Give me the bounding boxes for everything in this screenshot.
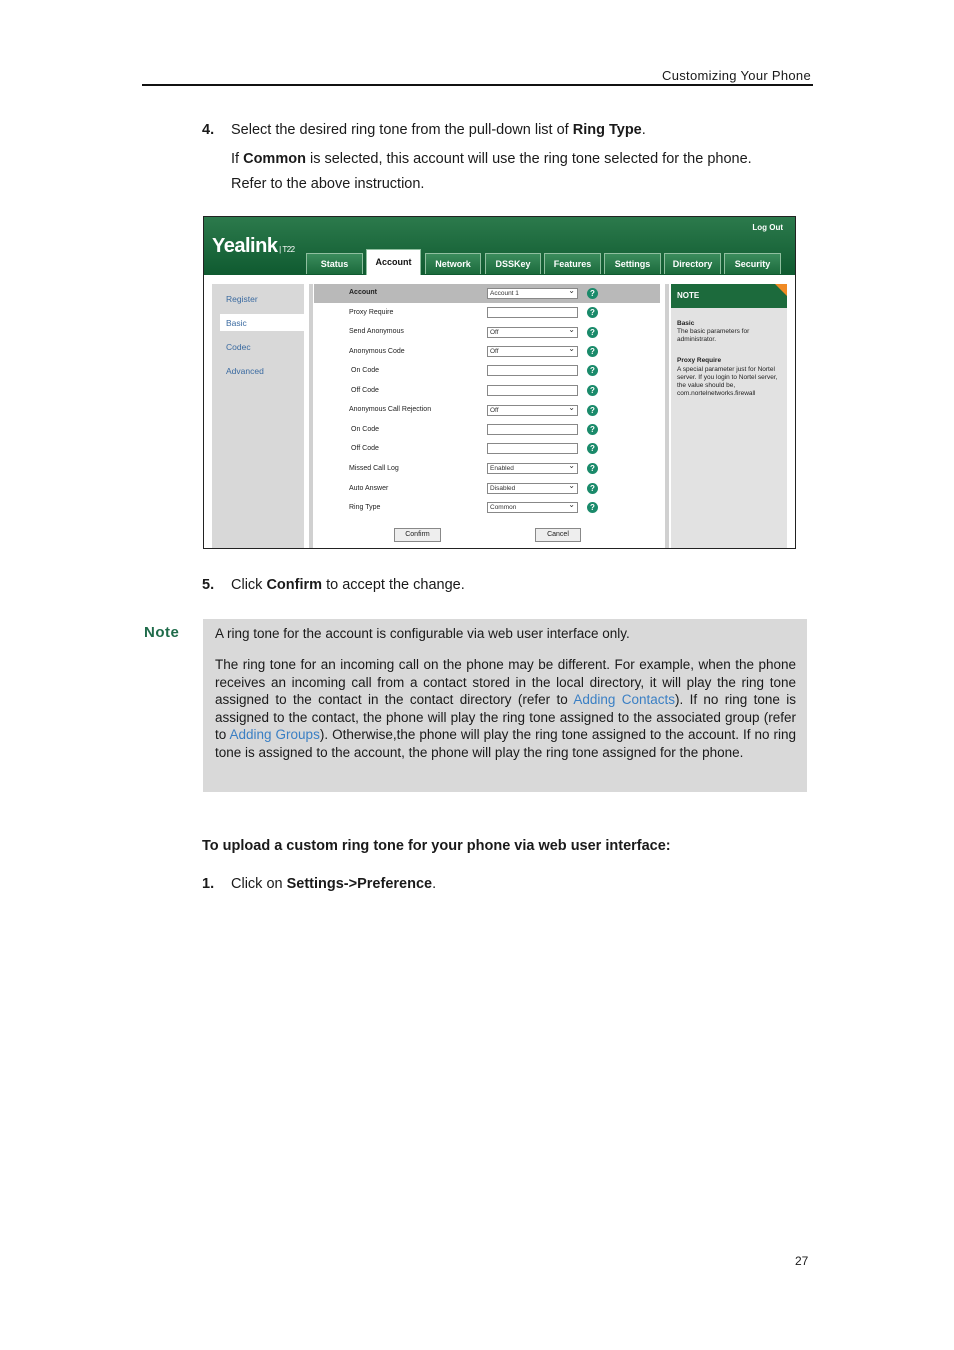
step-5-number xyxy=(202,576,214,594)
rejection-on-code-input[interactable] xyxy=(487,424,578,435)
step-4-text xyxy=(231,121,646,139)
help-icon[interactable]: ? xyxy=(587,424,598,435)
help-icon[interactable]: ? xyxy=(587,346,598,357)
tab-directory[interactable]: Directory xyxy=(664,253,721,274)
step-number: 5. xyxy=(202,577,215,593)
confirm-term: Confirm xyxy=(266,577,323,593)
section-heading: To upload a custom ring tone for your phone via web user interface: xyxy=(202,838,671,854)
step-number: 1. xyxy=(202,876,215,892)
field-label: Off Code xyxy=(351,445,379,452)
note-basic-text: The basic parameters for administrator. xyxy=(677,328,750,343)
field-label: Auto Answer xyxy=(349,485,389,492)
field-label: Anonymous Code xyxy=(349,348,405,355)
settings-preference-term: Settings->Preference xyxy=(286,876,433,892)
sidebar-item-register[interactable]: Register xyxy=(226,294,258,304)
help-icon[interactable]: ? xyxy=(587,327,598,338)
field-label: Proxy Require xyxy=(349,309,394,316)
help-icon[interactable]: ? xyxy=(587,443,598,454)
step-text-end: . xyxy=(432,876,437,892)
step-4 xyxy=(202,121,214,139)
help-icon[interactable]: ? xyxy=(587,307,598,318)
step-4-line2 xyxy=(231,150,752,168)
page-number: 27 xyxy=(795,1254,809,1268)
tab-account[interactable]: Account xyxy=(366,249,421,275)
step-text-end: is selected, this account will use the ring tone selected for the phone. xyxy=(305,151,752,167)
ring-type-select[interactable]: Common ⌄ xyxy=(487,502,578,513)
off-code-input[interactable] xyxy=(487,385,578,396)
note-header: NOTE xyxy=(671,284,787,308)
field-label: Anonymous Call Rejection xyxy=(349,406,432,413)
field-label: Off Code xyxy=(351,387,379,394)
confirm-button[interactable]: Confirm xyxy=(394,528,441,542)
logout-link[interactable]: Log Out xyxy=(752,223,783,232)
help-icon[interactable]: ? xyxy=(587,385,598,396)
note-text: ). Otherwise,the phone will play the ring tone assigned to the account. If no ring tone is assigned to the account, the phone will play the ring tone assigned for the phone. xyxy=(215,727,797,760)
adding-contacts-link[interactable]: Adding Contacts xyxy=(573,692,675,707)
field-label: Send Anonymous xyxy=(349,328,404,335)
note-paragraph-1: A ring tone for the account is configurable via web user interface only. xyxy=(215,626,630,641)
step-text: Click on xyxy=(231,876,287,892)
anonymous-code-select[interactable]: Off ⌄ xyxy=(487,346,578,357)
upload-step-number xyxy=(202,875,214,893)
account-label: Account xyxy=(349,289,377,296)
tab-status[interactable]: Status xyxy=(306,253,363,274)
step-text: Click xyxy=(231,577,267,593)
account-select[interactable]: Account 1 ⌄ xyxy=(487,288,578,299)
note-paragraph-2 xyxy=(215,656,796,761)
help-icon[interactable]: ? xyxy=(587,502,598,513)
on-code-input[interactable] xyxy=(487,365,578,376)
field-label: On Code xyxy=(351,367,380,374)
help-icon[interactable]: ? xyxy=(587,463,598,474)
help-icon[interactable]: ? xyxy=(587,483,598,494)
note-corner-fold xyxy=(775,284,787,296)
send-anonymous-select[interactable]: Off ⌄ xyxy=(487,327,578,338)
field-label: Ring Type xyxy=(349,504,381,511)
ring-type-term: Ring Type xyxy=(572,122,642,138)
field-label: Missed Call Log xyxy=(349,465,399,472)
web-ui-screenshot xyxy=(203,216,796,549)
step-text-end: to accept the change. xyxy=(322,577,465,593)
help-icon[interactable]: ? xyxy=(587,405,598,416)
running-header: Customizing Your Phone xyxy=(662,68,811,83)
proxy-require-input[interactable] xyxy=(487,307,578,318)
yealink-logo: Yealink | T22 xyxy=(212,235,295,257)
step-5-text xyxy=(231,576,465,594)
adding-groups-link[interactable]: Adding Groups xyxy=(229,727,320,742)
note-text: ). If no ring tone is assigned to the contact, the phone will play the ring tone assigned to the associated group (refer to xyxy=(215,692,797,742)
tab-features[interactable]: Features xyxy=(544,253,601,274)
note-basic-title: Basic xyxy=(677,320,695,327)
cancel-button[interactable]: Cancel xyxy=(535,528,581,542)
help-icon[interactable]: ? xyxy=(587,288,598,299)
auto-answer-select[interactable]: Disabled ⌄ xyxy=(487,483,578,494)
upload-step-text xyxy=(231,875,436,893)
common-term: Common xyxy=(243,151,306,167)
step-text: If xyxy=(231,151,244,167)
sidebar-item-codec[interactable]: Codec xyxy=(226,342,251,352)
note-proxy-text: A special parameter just for Nortel server. If you login to Nortel server, the value should be, com.nortelnetworks.firewall xyxy=(677,366,778,397)
note-text: The ring tone for an incoming call on the phone may be different. For example, when the phone receives an incoming call from a contact stored in the local directory, it will play the ring tone assigned to the contact in the contact directory (refer to xyxy=(215,657,796,707)
sidebar-item-advanced[interactable]: Advanced xyxy=(226,366,264,376)
note-label: Note xyxy=(144,624,180,641)
tab-network[interactable]: Network xyxy=(425,253,481,274)
step-text-end: . xyxy=(641,122,646,138)
anonymous-call-rejection-select[interactable]: Off ⌄ xyxy=(487,405,578,416)
note-proxy-title: Proxy Require xyxy=(677,357,722,364)
tab-settings[interactable]: Settings xyxy=(604,253,661,274)
step-text: Select the desired ring tone from the pull-down list of xyxy=(231,122,573,138)
help-icon[interactable]: ? xyxy=(587,365,598,376)
step-number: 4. xyxy=(202,122,215,138)
step-4-line3: Refer to the above instruction. xyxy=(231,176,425,192)
field-label: On Code xyxy=(351,426,380,433)
missed-call-log-select[interactable]: Enabled ⌄ xyxy=(487,463,578,474)
tab-security[interactable]: Security xyxy=(724,253,781,274)
sidebar-item-basic[interactable]: Basic xyxy=(226,318,247,328)
header-rule xyxy=(142,84,813,86)
rejection-off-code-input[interactable] xyxy=(487,443,578,454)
tab-dsskey[interactable]: DSSKey xyxy=(485,253,541,274)
